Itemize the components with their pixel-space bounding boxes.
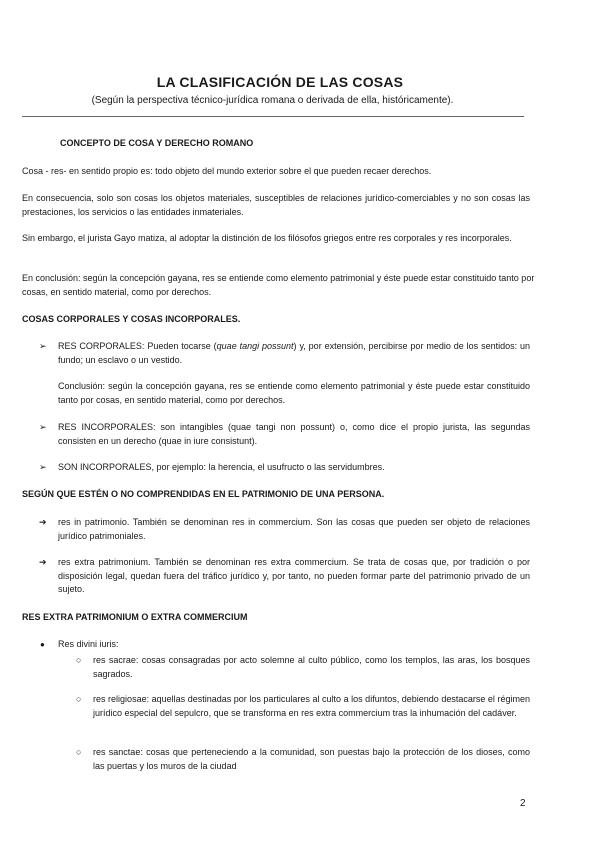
paragraph: Sin embargo, el jurista Gayo matiza, al adoptar la distinción de los filósofos griegos entre res corporales y res incorporales. (22, 233, 512, 243)
paragraph: En consecuencia, solo son cosas los objetos materiales, susceptibles de relaciones jurídico-comerciables y no son cosas las prestaciones, los servicios o las entidades inmateriales. (22, 193, 530, 217)
page-number: 2 (520, 798, 526, 809)
document-title: LA CLASIFICACIÓN DE LAS COSAS (156, 74, 404, 90)
list-item-res-extra-patrimonium: res extra patrimonium. También se denominan res extra commercium. Se trata de cosas que, por tradición o por disposición legal, quedan fuera del tráfico jurídico y, por tanto, no pueden formar parte del patrimonio privado de un sujeto. (58, 557, 530, 594)
circle-bullet-icon: ○ (76, 747, 82, 757)
list-item-res-corporales (58, 340, 530, 367)
sublist-item-res-sacrae: res sacrae: cosas consagradas por acto solemne al culto público, como los templos, las aras, los bosques sagrados. (93, 655, 530, 679)
arrowhead-bullet-icon: ➢ (39, 422, 47, 432)
item-text: ) y, por extensión, percibirse por medio de los sentidos: un fundo; un esclavo o un vestido. (58, 341, 531, 365)
list-item-res-in-patrimonio: res in patrimonio. También se denominan res in commercium. Son las cosas que pueden ser objeto de relaciones jurídico patrimoniales. (58, 517, 530, 541)
list-item-son-incorporales: SON INCORPORALES, por ejemplo: la herencia, el usufructo o las servidumbres. (58, 462, 385, 472)
list-item-res-incorporales: RES INCORPORALES: son intangibles (quae tangi non possunt) o, como dice el propio jurista, las segundas consisten en un derecho (quae in iure consistunt). (58, 422, 530, 446)
latin-phrase: quae tangi possunt (216, 341, 294, 351)
arrowhead-bullet-icon: ➢ (39, 462, 47, 472)
list-item-conclusion: Conclusión: según la concepción gayana, res se entiende como elemento patrimonial y éste puede estar constituido tanto por cosas, en sentido material, como por derechos. (58, 381, 530, 405)
sublist-item-res-religiosae: res religiosae: aquellas destinadas por los particulares al culto a los difuntos, debiendo destacarse el régimen jurídico especial del sepulcro, que se transforma en res extra commercium tras la inhumación del cadáver. (93, 694, 530, 718)
section-heading-patrimonio: SEGÚN QUE ESTÉN O NO COMPRENDIDAS EN EL PATRIMONIO DE UNA PERSONA. (22, 489, 385, 499)
document-subtitle: (Según la perspectiva técnico-jurídica romana o derivada de ella, históricamente). (91, 95, 454, 106)
circle-bullet-icon: ○ (76, 694, 82, 704)
horizontal-rule (22, 116, 524, 117)
disc-bullet-icon: ● (40, 640, 45, 649)
item-text: RES CORPORALES: Pueden tocarse ( (58, 341, 217, 351)
arrow-bullet-icon: ➔ (39, 517, 47, 527)
section-heading-extra-commercium: RES EXTRA PATRIMONIUM O EXTRA COMMERCIUM (22, 612, 248, 622)
paragraph: Cosa - res- en sentido propio es: todo objeto del mundo exterior sobre el que pueden recaer derechos. (22, 166, 432, 176)
section-heading-concepto: CONCEPTO DE COSA Y DERECHO ROMANO (60, 138, 254, 148)
paragraph: En conclusión: según la concepción gayana, res se entiende como elemento patrimonial y éste puede estar constituido tanto por cosas, en sentido material, como por derechos. (22, 273, 535, 297)
arrow-bullet-icon: ➔ (39, 557, 47, 567)
sublist-item-res-sanctae: res sanctae: cosas que perteneciendo a la comunidad, son puestas bajo la protección de los dioses, como las puertas y los muros de la ciudad (93, 747, 530, 771)
circle-bullet-icon: ○ (76, 655, 82, 665)
section-heading-corporales: COSAS CORPORALES Y COSAS INCORPORALES. (22, 314, 241, 324)
arrowhead-bullet-icon: ➢ (39, 341, 47, 351)
list-item-res-divini-iuris: Res divini iuris: (58, 639, 119, 649)
